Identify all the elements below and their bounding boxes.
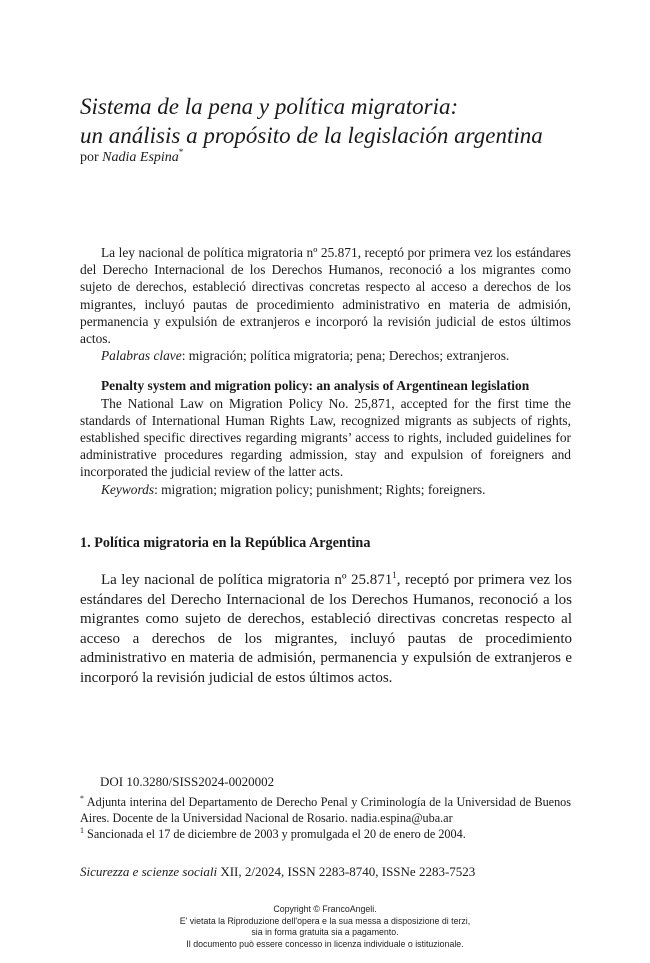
- journal-citation: [80, 864, 475, 880]
- footnote-ref-1: 1: [392, 570, 397, 580]
- keywords-es: : migración; política migratoria; pena; Derechos; extranjeros.: [181, 348, 510, 364]
- copyright-line-3: sia in forma gratuita sia a pagamento.: [251, 927, 399, 937]
- keywords-en: : migration; migration policy; punishment; Rights; foreigners.: [154, 481, 486, 497]
- author-line: [80, 147, 184, 166]
- footnote-star-mark: *: [80, 794, 84, 803]
- paragraph-text-after: , receptó por primera vez los estándares del Derecho Internacional de los Derechos Humanos, reconoció a los migrantes como sujeto de derechos, estableció directivas concretas respecto al acceso a derechos de los migrantes, incluyó pautas de procedimiento administrativo en materia de admisión, permanencia y expulsión de extranjeros e incorporó la revisión judicial de estos últimos actos.: [80, 572, 573, 686]
- author-footnote-mark: *: [178, 147, 184, 157]
- footnote-1-text: Sancionada el 17 de diciembre de 2003 y promulgada el 20 de enero de 2004.: [87, 827, 466, 841]
- abstract-es-keywords: [80, 347, 571, 364]
- journal-name: Sicurezza e scienze sociali: [80, 864, 218, 879]
- section-body: [80, 571, 572, 689]
- abstract-en-keywords: [80, 481, 571, 498]
- abstract-en-title: Penalty system and migration policy: an analysis of Argentinean legislation: [101, 378, 530, 394]
- copyright-line-4: Il documento può essere concesso in licenza individuale o istituzionale.: [186, 938, 464, 949]
- abstract-es-text: La ley nacional de política migratoria nº 25.871, receptó por primera vez los estándares del Derecho Internacional de los Derechos Humanos, reconoció a los migrantes como sujeto de derechos, estableció directivas concretas respecto al acceso a derechos de los migrantes, incluyó pautas de procedimiento administrativo en materia de admisión, permanencia y expulsión de extranjeros e incorporó la revisión judicial de estos últimos actos.: [80, 245, 571, 347]
- keywords-label-en: Keywords: [101, 481, 155, 497]
- copyright-line-2: E' vietata la Riproduzione dell'opera e la sua messa a disposizione di terzi,: [179, 915, 471, 926]
- copyright-notice: [0, 904, 650, 950]
- footnotes: [80, 794, 571, 842]
- author-prefix: por: [80, 150, 103, 165]
- abstract-block: [80, 244, 571, 498]
- paragraph-text-before: La ley nacional de política migratoria nº 25.871: [101, 572, 393, 588]
- journal-info: XII, 2/2024, ISSN 2283-8740, ISSNe 2283-7523: [217, 864, 476, 879]
- author-name: Nadia Espina: [102, 150, 179, 165]
- footnote-1-mark: 1: [80, 826, 84, 835]
- footnote-1: [80, 826, 571, 842]
- section-heading: 1. Política migratoria en la República Argentina: [80, 535, 371, 551]
- doi: DOI 10.3280/SISS2024-0020002: [100, 774, 275, 789]
- keywords-label-es: Palabras clave: [101, 348, 182, 364]
- title-line-2: un análisis a propósito de la legislación argentina: [80, 123, 543, 148]
- article-title: [80, 92, 580, 150]
- abstract-en-text: The National Law on Migration Policy No. 25,871, accepted for the first time the standards of International Human Rights Law, recognized migrants as subjects of rights, established specific directives regarding migrants’ access to rights, included guidelines for administrative procedures regarding admission, stay and expulsion of foreigners and incorporated the judicial review of the latter acts.: [80, 395, 571, 480]
- footnote-star-text: Adjunta interina del Departamento de Derecho Penal y Criminología de la Universidad de Buenos Aires. Docente de la Universidad Nacional de Rosario. nadia.espina@uba.ar: [80, 795, 572, 825]
- copyright-line-1: Copyright © FrancoAngeli.: [273, 904, 377, 914]
- footnote-star: [80, 794, 571, 826]
- title-line-1: Sistema de la pena y política migratoria:: [80, 94, 459, 119]
- section-paragraph: [80, 571, 572, 689]
